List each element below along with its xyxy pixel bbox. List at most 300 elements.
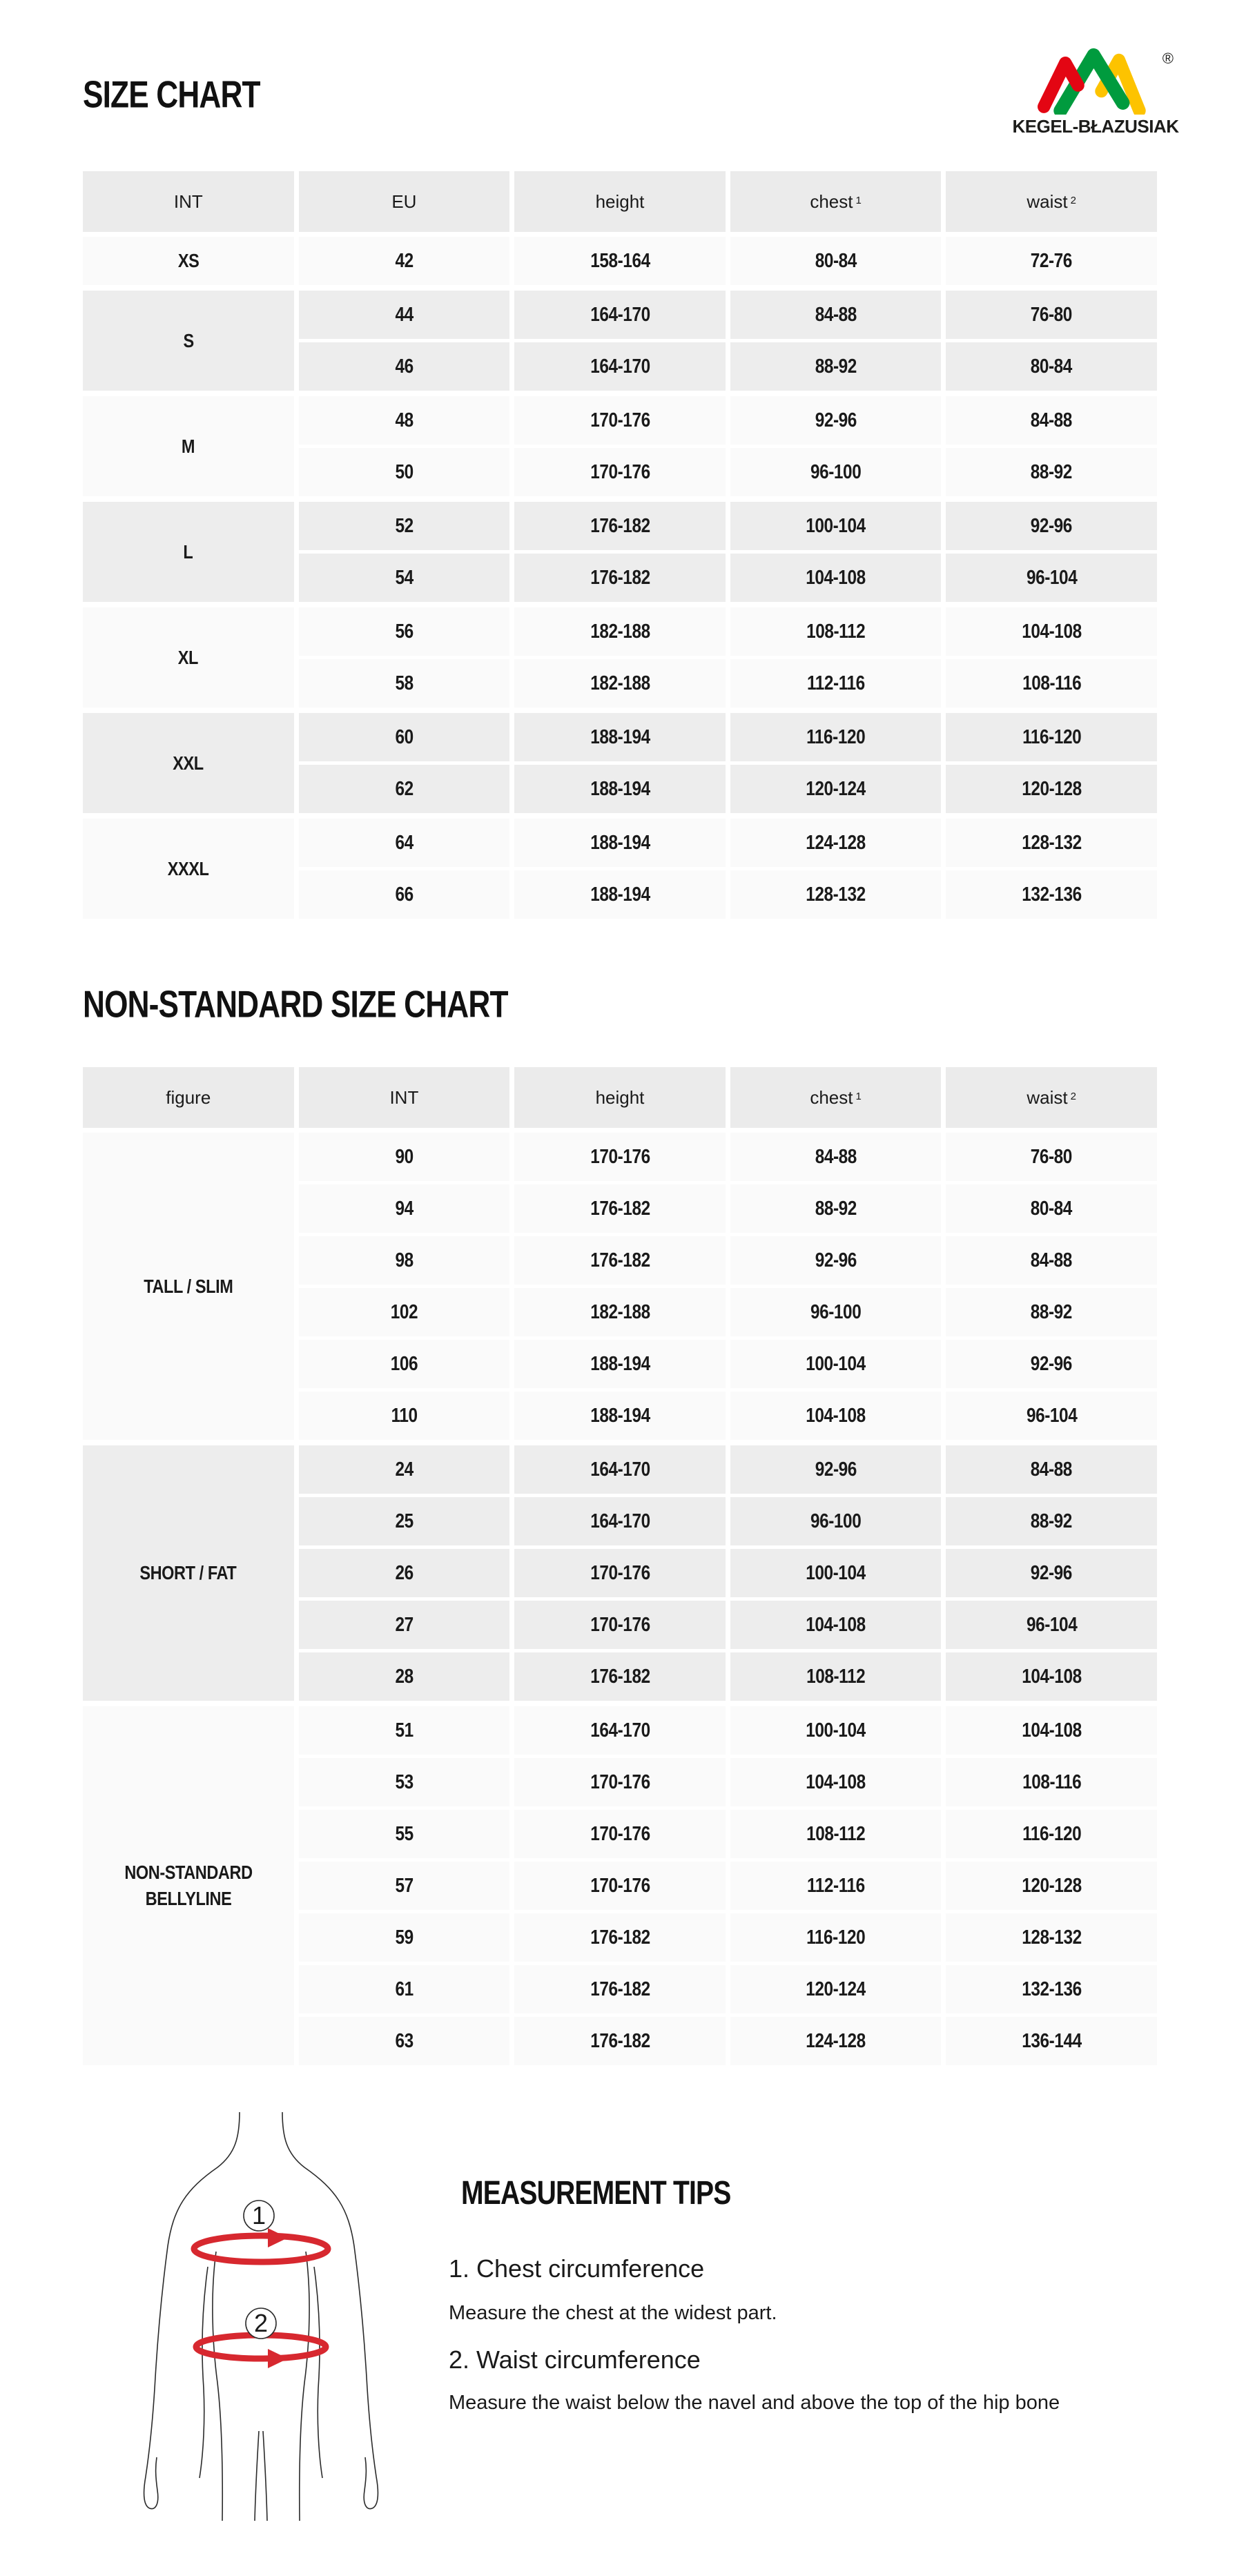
- size-value-cell: [730, 1236, 942, 1285]
- size-value: 92-96: [1031, 514, 1073, 537]
- size-value: 92-96: [1031, 1352, 1073, 1375]
- size-value: 176-182: [590, 1197, 650, 1220]
- size-value-cell: [946, 1601, 1157, 1649]
- column-header-label: waist: [1027, 1086, 1068, 1108]
- size-value-cell: [730, 1340, 942, 1388]
- size-value: 120-128: [1021, 777, 1082, 800]
- size-value-cell: [299, 502, 510, 550]
- column-header: [299, 1067, 510, 1128]
- size-value-cell: [514, 291, 726, 339]
- waist-arrow-icon: [268, 2349, 288, 2368]
- size-value-cell: [946, 342, 1157, 391]
- size-value-cell: [730, 819, 942, 867]
- column-header-footnote: 1: [855, 1090, 862, 1102]
- size-value-cell: [299, 448, 510, 496]
- column-header-footnote: 1: [855, 194, 862, 206]
- column-header: [946, 171, 1157, 232]
- size-value: 55: [395, 1822, 414, 1845]
- size-value: 57: [395, 1874, 414, 1897]
- size-value: 96-100: [810, 1300, 862, 1323]
- size-group-label: [83, 713, 294, 813]
- size-value: 26: [395, 1561, 414, 1584]
- size-value-cell: [299, 1862, 510, 1910]
- size-group-label: [83, 502, 294, 602]
- column-header: [730, 171, 942, 232]
- size-value: 170-176: [590, 1561, 650, 1584]
- size-value-cell: [730, 1549, 942, 1597]
- column-header: [514, 1067, 726, 1128]
- size-value-cell: [730, 554, 942, 602]
- size-value: 84-88: [1031, 1458, 1073, 1481]
- size-group-label: [83, 1706, 294, 2065]
- column-header: [299, 171, 510, 232]
- size-value-cell: [514, 1288, 726, 1336]
- size-value: 94: [395, 1197, 414, 1220]
- size-chart-title: SIZE CHART: [83, 74, 260, 116]
- size-group-label-text: NON-STANDARD BELLYLINE: [124, 1862, 253, 1909]
- measurement-tips-heading: MEASUREMENT TIPS: [461, 2174, 731, 2212]
- size-value: 128-132: [1021, 1926, 1082, 1949]
- column-header-label: chest: [810, 1086, 853, 1108]
- size-value: 50: [395, 460, 414, 483]
- size-value: 188-194: [590, 1352, 650, 1375]
- size-group: [83, 291, 1157, 391]
- size-value: 62: [395, 777, 414, 800]
- size-value: 96-104: [1026, 566, 1077, 589]
- size-value-cell: [946, 870, 1157, 919]
- size-value: 53: [395, 1770, 414, 1793]
- size-value-cell: [946, 713, 1157, 761]
- size-value-cell: [299, 342, 510, 391]
- size-value-cell: [946, 291, 1157, 339]
- size-value: 136-144: [1021, 2029, 1082, 2052]
- size-value-cell: [730, 1810, 942, 1858]
- size-group-label: [83, 237, 294, 285]
- waist-tip-description: Measure the waist below the navel and above the top of the hip bone: [449, 2392, 1060, 2414]
- size-value-cell: [730, 1652, 942, 1701]
- size-value-cell: [946, 502, 1157, 550]
- size-value-cell: [946, 1706, 1157, 1755]
- size-value-cell: [946, 1288, 1157, 1336]
- size-value: 88-92: [1031, 1300, 1073, 1323]
- size-value: 116-120: [806, 725, 866, 748]
- size-value: 164-170: [590, 1510, 650, 1532]
- size-value: 170-176: [590, 409, 650, 431]
- size-group-label-text: XXL: [173, 752, 204, 774]
- size-value: 84-88: [1031, 409, 1073, 431]
- size-value-cell: [299, 713, 510, 761]
- size-value-cell: [514, 502, 726, 550]
- column-header-label: height: [595, 191, 645, 212]
- registered-mark: ®: [1162, 50, 1174, 67]
- size-group-label-text: XL: [178, 646, 199, 668]
- size-value: 58: [395, 672, 414, 694]
- size-value-cell: [946, 1758, 1157, 1806]
- size-value-cell: [946, 1810, 1157, 1858]
- size-value-cell: [299, 1652, 510, 1701]
- waist-tip-title: 2. Waist circumference: [449, 2345, 701, 2374]
- size-value-cell: [299, 607, 510, 656]
- size-value: 59: [395, 1926, 414, 1949]
- size-value-cell: [514, 342, 726, 391]
- size-value-cell: [299, 1497, 510, 1545]
- brand-logo: [1009, 48, 1182, 137]
- size-value: 63: [395, 2029, 414, 2052]
- size-value: 92-96: [1031, 1561, 1073, 1584]
- size-group-label-text: XXXL: [167, 857, 209, 879]
- size-value-cell: [514, 659, 726, 708]
- size-value: 92-96: [815, 1249, 857, 1271]
- size-value: 176-182: [590, 2029, 650, 2052]
- size-group-label: [83, 819, 294, 919]
- size-value-cell: [730, 659, 942, 708]
- size-value-cell: [514, 1236, 726, 1285]
- size-value: 164-170: [590, 1719, 650, 1741]
- size-value-cell: [514, 448, 726, 496]
- size-value-cell: [514, 1445, 726, 1494]
- size-value: 88-92: [815, 355, 857, 378]
- size-value: 124-128: [806, 831, 866, 854]
- size-value: 100-104: [806, 514, 866, 537]
- size-value-cell: [946, 1913, 1157, 1962]
- size-value: 46: [395, 355, 414, 378]
- size-value: 88-92: [1031, 1510, 1073, 1532]
- column-header: [514, 171, 726, 232]
- size-value: 108-116: [1022, 672, 1081, 694]
- size-value: 100-104: [806, 1719, 866, 1741]
- size-value-cell: [730, 2017, 942, 2065]
- column-header-footnote: 2: [1070, 194, 1076, 206]
- size-value-cell: [299, 1810, 510, 1858]
- size-value-cell: [946, 396, 1157, 445]
- size-chart-table: [83, 171, 1157, 919]
- size-value: 170-176: [590, 1613, 650, 1636]
- size-value: 104-108: [1021, 1665, 1082, 1688]
- size-value: 188-194: [590, 777, 650, 800]
- column-header-label: waist: [1027, 191, 1068, 212]
- size-value: 132-136: [1021, 883, 1082, 906]
- size-value: 106: [390, 1352, 418, 1375]
- size-value-cell: [299, 1549, 510, 1597]
- size-value: 72-76: [1031, 249, 1073, 272]
- size-value-cell: [514, 1652, 726, 1701]
- size-value-cell: [730, 448, 942, 496]
- size-value-cell: [730, 237, 942, 285]
- size-value-cell: [514, 607, 726, 656]
- size-value-cell: [946, 2017, 1157, 2065]
- size-value-cell: [514, 1758, 726, 1806]
- size-group-label-text: SHORT / FAT: [139, 1562, 237, 1584]
- body-measurement-diagram: [114, 2107, 438, 2521]
- size-value-cell: [514, 554, 726, 602]
- size-value: 54: [395, 566, 414, 589]
- size-value: 120-128: [1021, 1874, 1082, 1897]
- size-value: 80-84: [1031, 1197, 1073, 1220]
- size-value: 182-188: [590, 672, 650, 694]
- chest-measure-marker: [194, 2201, 328, 2262]
- size-value: 110: [391, 1404, 418, 1427]
- size-value: 164-170: [590, 303, 650, 326]
- size-value-cell: [514, 1549, 726, 1597]
- size-value: 27: [395, 1613, 414, 1636]
- size-value-cell: [514, 1965, 726, 2013]
- chest-tip-description: Measure the chest at the widest part.: [449, 2302, 777, 2324]
- size-value-cell: [299, 1965, 510, 2013]
- column-header-label: height: [595, 1086, 645, 1108]
- size-value-cell: [730, 1601, 942, 1649]
- size-value: 48: [395, 409, 414, 431]
- size-value-cell: [946, 765, 1157, 813]
- size-value-cell: [514, 1601, 726, 1649]
- size-value-cell: [299, 765, 510, 813]
- size-value: 116-120: [1022, 725, 1081, 748]
- size-value: 170-176: [590, 1874, 650, 1897]
- size-value: 164-170: [590, 1458, 650, 1481]
- size-value-cell: [299, 1392, 510, 1440]
- size-value-cell: [299, 1913, 510, 1962]
- size-group-label: [83, 607, 294, 708]
- column-header-label: INT: [173, 191, 203, 212]
- marker-2-label: 2: [253, 2309, 269, 2337]
- size-value-cell: [299, 237, 510, 285]
- size-value-cell: [730, 713, 942, 761]
- column-header-label: INT: [389, 1086, 419, 1108]
- size-value: 158-164: [590, 249, 650, 272]
- column-header-label: EU: [391, 191, 417, 212]
- size-value: 61: [395, 1978, 414, 2000]
- size-value: 56: [395, 620, 414, 643]
- size-value-cell: [730, 870, 942, 919]
- size-value: 104-108: [1021, 1719, 1082, 1741]
- size-value: 84-88: [815, 1145, 857, 1168]
- size-value-cell: [946, 1133, 1157, 1181]
- size-value: 176-182: [590, 1926, 650, 1949]
- table-header-row: [83, 1067, 1157, 1128]
- size-value: 170-176: [590, 1822, 650, 1845]
- size-value: 96-100: [810, 1510, 862, 1532]
- size-value-cell: [299, 396, 510, 445]
- size-value: 176-182: [590, 514, 650, 537]
- size-value: 104-108: [806, 566, 866, 589]
- size-value-cell: [730, 607, 942, 656]
- size-value: 108-112: [806, 620, 866, 643]
- column-header: [946, 1067, 1157, 1128]
- column-header: [730, 1067, 942, 1128]
- size-value: 51: [395, 1719, 414, 1741]
- size-group-label: [83, 1445, 294, 1701]
- chest-tip-title: 1. Chest circumference: [449, 2254, 705, 2283]
- size-value: 60: [395, 725, 414, 748]
- table-header-row: [83, 171, 1157, 232]
- waist-measure-marker: [196, 2308, 326, 2368]
- size-value: 188-194: [590, 1404, 650, 1427]
- size-value: 120-124: [806, 1978, 866, 2000]
- size-group: [83, 1706, 1157, 2065]
- size-group-label-text: M: [182, 435, 195, 457]
- size-value: 112-116: [806, 1874, 865, 1897]
- size-value-cell: [730, 502, 942, 550]
- size-value: 188-194: [590, 725, 650, 748]
- size-value-cell: [299, 1288, 510, 1336]
- size-value: 102: [390, 1300, 418, 1323]
- size-group: [83, 819, 1157, 919]
- size-value-cell: [946, 607, 1157, 656]
- size-value-cell: [730, 1288, 942, 1336]
- chest-arrow-icon: [268, 2228, 288, 2247]
- size-value: 104-108: [806, 1613, 866, 1636]
- size-value-cell: [946, 1184, 1157, 1233]
- size-value-cell: [514, 1340, 726, 1388]
- size-value-cell: [730, 291, 942, 339]
- size-value: 176-182: [590, 1978, 650, 2000]
- size-value: 108-112: [806, 1822, 866, 1845]
- size-value: 164-170: [590, 355, 650, 378]
- size-value: 96-104: [1026, 1613, 1077, 1636]
- size-value: 100-104: [806, 1352, 866, 1375]
- size-value-cell: [946, 237, 1157, 285]
- size-value: 170-176: [590, 1145, 650, 1168]
- size-value-cell: [730, 1392, 942, 1440]
- size-value: 182-188: [590, 620, 650, 643]
- size-value-cell: [514, 1706, 726, 1755]
- mountains-icon: [1037, 48, 1154, 115]
- size-value: 96-104: [1026, 1404, 1077, 1427]
- size-value-cell: [514, 2017, 726, 2065]
- size-value-cell: [730, 342, 942, 391]
- size-value: 128-132: [1021, 831, 1082, 854]
- size-group: [83, 502, 1157, 602]
- size-value-cell: [514, 396, 726, 445]
- size-value-cell: [730, 396, 942, 445]
- size-value: 188-194: [590, 883, 650, 906]
- size-value-cell: [946, 1445, 1157, 1494]
- size-value: 170-176: [590, 1770, 650, 1793]
- size-value: 96-100: [810, 460, 862, 483]
- size-value: 170-176: [590, 460, 650, 483]
- brand-name: KEGEL-BŁAZUSIAK: [1012, 116, 1179, 137]
- column-header-label: chest: [810, 191, 853, 212]
- size-value: 188-194: [590, 831, 650, 854]
- size-value-cell: [514, 1133, 726, 1181]
- size-value-cell: [730, 1706, 942, 1755]
- size-value-cell: [299, 1706, 510, 1755]
- size-value-cell: [946, 659, 1157, 708]
- size-value-cell: [946, 1549, 1157, 1597]
- size-value: 112-116: [806, 672, 865, 694]
- size-value-cell: [946, 448, 1157, 496]
- size-value-cell: [299, 819, 510, 867]
- size-value-cell: [514, 1184, 726, 1233]
- size-value-cell: [946, 1497, 1157, 1545]
- size-value-cell: [946, 1862, 1157, 1910]
- size-value-cell: [299, 291, 510, 339]
- size-value-cell: [514, 1913, 726, 1962]
- size-value: 182-188: [590, 1300, 650, 1323]
- size-value-cell: [946, 554, 1157, 602]
- size-value-cell: [946, 1965, 1157, 2013]
- size-value-cell: [514, 1862, 726, 1910]
- size-value: 76-80: [1031, 1145, 1073, 1168]
- size-group: [83, 1133, 1157, 1440]
- size-group-label-text: L: [183, 540, 193, 563]
- size-group-label-text: XS: [177, 250, 200, 272]
- size-value: 176-182: [590, 1249, 650, 1271]
- size-value: 92-96: [815, 409, 857, 431]
- size-value-cell: [299, 1758, 510, 1806]
- size-value: 25: [395, 1510, 414, 1532]
- size-value-cell: [730, 1184, 942, 1233]
- size-group: [83, 237, 1157, 285]
- size-value: 92-96: [815, 1458, 857, 1481]
- size-value-cell: [946, 1340, 1157, 1388]
- size-value-cell: [730, 765, 942, 813]
- size-value-cell: [730, 1965, 942, 2013]
- size-group: [83, 1445, 1157, 1701]
- size-value: 52: [395, 514, 414, 537]
- size-value: 44: [395, 303, 414, 326]
- size-value: 42: [395, 249, 414, 272]
- size-value-cell: [514, 765, 726, 813]
- size-value: 108-116: [1022, 1770, 1081, 1793]
- size-value-cell: [514, 819, 726, 867]
- size-value-cell: [299, 554, 510, 602]
- column-header-label: figure: [166, 1086, 211, 1108]
- size-value-cell: [299, 1340, 510, 1388]
- size-value-cell: [299, 870, 510, 919]
- size-value: 116-120: [806, 1926, 866, 1949]
- nonstandard-size-chart-table: [83, 1067, 1157, 2065]
- size-value-cell: [299, 659, 510, 708]
- size-value: 80-84: [1031, 355, 1073, 378]
- size-value-cell: [299, 1133, 510, 1181]
- size-value-cell: [946, 1392, 1157, 1440]
- size-value-cell: [946, 819, 1157, 867]
- size-value-cell: [514, 870, 726, 919]
- size-value: 124-128: [806, 2029, 866, 2052]
- size-value-cell: [730, 1497, 942, 1545]
- size-group-label: [83, 1133, 294, 1440]
- size-value-cell: [730, 1133, 942, 1181]
- size-value: 84-88: [815, 303, 857, 326]
- size-value: 24: [395, 1458, 414, 1481]
- size-value: 98: [395, 1249, 414, 1271]
- size-group: [83, 396, 1157, 496]
- size-group-label-text: S: [183, 329, 194, 351]
- size-group: [83, 607, 1157, 708]
- size-value-cell: [730, 1445, 942, 1494]
- size-value-cell: [514, 1497, 726, 1545]
- size-group: [83, 713, 1157, 813]
- size-value: 90: [395, 1145, 414, 1168]
- size-group-label: [83, 291, 294, 391]
- marker-1-label: 1: [251, 2201, 266, 2229]
- size-value: 108-112: [806, 1665, 866, 1688]
- size-value-cell: [514, 1392, 726, 1440]
- size-value: 80-84: [815, 249, 857, 272]
- size-value-cell: [514, 237, 726, 285]
- size-value: 104-108: [806, 1770, 866, 1793]
- size-value-cell: [514, 713, 726, 761]
- size-value-cell: [299, 1445, 510, 1494]
- size-value-cell: [299, 1236, 510, 1285]
- size-value: 88-92: [815, 1197, 857, 1220]
- size-value: 76-80: [1031, 303, 1073, 326]
- column-header: [83, 171, 294, 232]
- size-value-cell: [730, 1913, 942, 1962]
- size-value: 28: [395, 1665, 414, 1688]
- size-value-cell: [299, 1184, 510, 1233]
- column-header: [83, 1067, 294, 1128]
